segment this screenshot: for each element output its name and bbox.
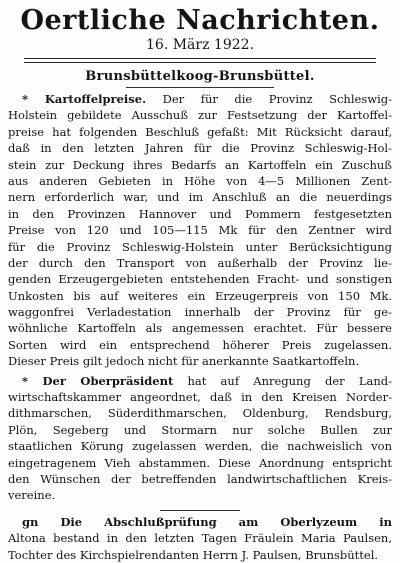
article-line: * Kartoffelpreise. Der für die Provinz Schleswig- [22,92,392,106]
article-lead-in: * Der Oberpräsident [22,373,174,388]
article-line: preise hat folgenden Beschluß gefaßt: Mit Rücksicht darauf, [8,124,392,139]
article-line: vereine. [8,488,56,503]
article-line: den Wünschen der betreffenden landwirtschaftlichen Kreis- [8,471,392,486]
article-line: für die Provinz Schleswig-Holstein unter Berücksichtigung [8,239,392,254]
article-line: Tochter des Kirchspielrendanten Herrn J. Paulsen, Brunsbüttel. [8,547,379,562]
article-line: dithmarschen, Süderdithmarschen, Oldenburg, Rendsburg, [8,406,392,421]
article-line: Sorten wird ein entsprechend höherer Preis zugelassen. [8,337,392,352]
article-line: wöhnliche Kartoffeln als angemessen erachtet. Für bessere [8,321,392,336]
article-line: genden Erzeugergebieten entstehenden Fracht- und sonstigen [8,272,392,287]
article-line: daß in den letzten Jahren für die Provinz Schleswig-Hol- [8,141,392,156]
article-potato-prices [8,91,392,370]
masthead-title: Oertliche Nachrichten. [20,5,380,36]
article-lead-in: * Kartoffelpreise. [22,92,147,106]
article-line [8,514,392,530]
article-line: der durch den Transport von außerhalb der Provinz lie- [8,255,392,270]
headline-underline [126,87,274,88]
article-line: wirtschaftskammer angeordnet, daß in den Kreisen Norder- [8,390,392,405]
masthead-rule [24,58,376,63]
article-line: Dieser Preis gilt jedoch nicht für anerkannte Saatkartoffeln. [8,354,360,369]
article-line: Unkosten bis auf weiteres ein Erzeugerpreis von 150 Mk. [8,288,392,303]
article-line: waggonfrei Verladestation innerhalb der Provinz für ge- [8,305,392,320]
article-exam-result [8,514,392,563]
article-line: Holstein gebildete Ausschuß zur Festsetzung der Kartoffel- [8,108,392,123]
article-line: stein zur Deckung ihres Bedarfs an Kartoffeln ein Zuschuß [8,157,392,172]
article-line: Preise von 120 und 105—115 Mk für den Zentner wird [8,223,392,238]
article-line: Altona bestand in den letzten Tagen Fräulein Maria Paulsen, [8,531,392,546]
issue-date: 16. März 1922. [146,37,254,53]
article-line: * Der Oberpräsident hat auf Anregung der Land- [22,373,392,388]
article-line: staatlichen Körung zugelassen werden, die nachweislich von [8,439,392,454]
section-headline: Brunsbüttelkoog-Brunsbüttel. [85,69,315,84]
article-line: in den Provinzen Hannover und Pommern festgesetzten [8,206,392,221]
article-lead-in: gn Die Abschlußprüfung am Oberlyzeum in [22,514,392,529]
article-line: eingetragenem Vieh abstammen. Diese Anordnung entspricht [8,455,392,470]
article-line: aus anderen Gebieten in Höhe von 4—5 Millionen Zent- [8,173,392,188]
article-oberpraesident [8,373,392,504]
article-separator [160,510,240,511]
article-line: nern erforderlich war, und im Anschluß an die neuerdings [8,190,392,205]
article-line: Plön, Segeberg und Stormarn nur solche Bullen zur [8,422,392,437]
